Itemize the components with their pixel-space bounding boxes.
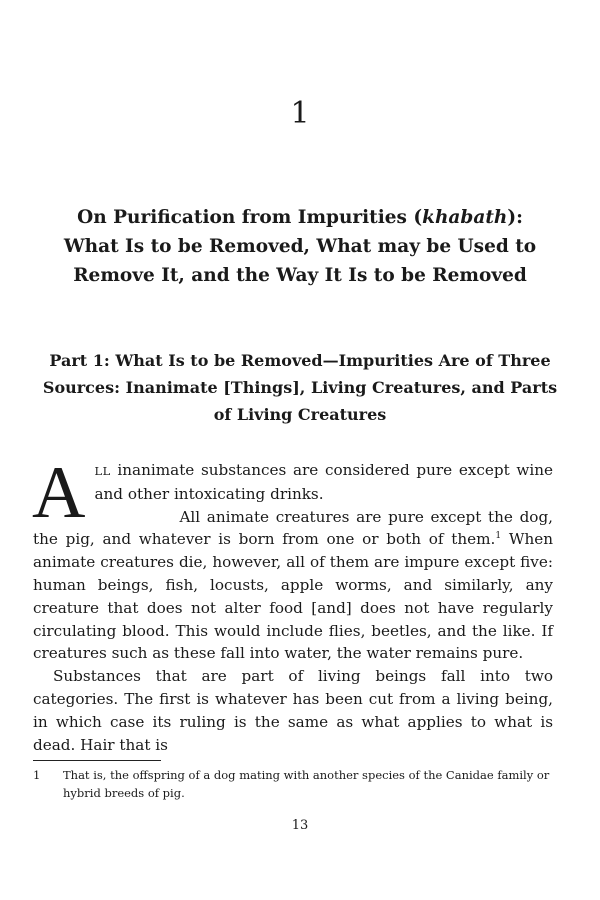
paragraph-3: Substances that are part of living beings fall into two categories. The first is whatever has been cut from a living being, in which case its ruling is the same as what applies to what is dead. Hair that is [33,667,553,754]
part-heading-line2: Sources: Inanimate [Things], Living Creatures, and Parts [42,378,558,397]
paragraph-2 [33,506,553,666]
footnote-divider [33,760,161,761]
drop-cap: A [32,452,86,534]
footnote-number: 1 [33,768,41,782]
chapter-title-italic: khabath [422,207,508,228]
paragraph-2-text-b: When animate creatures die, however, all of them are impure except five: human beings, fish, locusts, apple worms, and similarly, any creature that does not alter food [and] does not have regularly circulating blood. This would include flies, beetles, and the like. If creatures such as these fall into water, the water remains pure. [33,530,553,663]
paragraph-1-text: inanimate substances are considered pure except wine and other intoxicating drinks. [94,461,553,503]
footnote-reference[interactable]: 1 [495,531,502,542]
chapter-number: 1 [290,96,310,131]
part-heading-line3: of Living Creatures [213,405,387,424]
chapter-title-line3: Remove It, and the Way It Is to be Removed [73,265,527,286]
small-caps-lead: LL [94,464,111,478]
part-heading-line1: Part 1: What Is to be Removed—Impurities Are of Three [49,351,551,370]
chapter-title-part1: On Purification from Impurities ( [77,207,423,228]
footnote [33,766,553,802]
chapter-title-line2: What Is to be Removed, What may be Used to [63,236,537,257]
part-heading [30,347,570,428]
chapter-title-part2: ): [507,207,523,228]
page-number: 13 [291,818,309,833]
paragraph-2-text-a: All animate creatures are pure except the dog, the pig, and whatever is born from one or both of them. [33,507,553,549]
body-text [32,452,553,756]
footnote-text: That is, the offspring of a dog mating with another species of the Canidae family or hybrid breeds of pig. [63,768,550,800]
chapter-title [40,203,560,290]
